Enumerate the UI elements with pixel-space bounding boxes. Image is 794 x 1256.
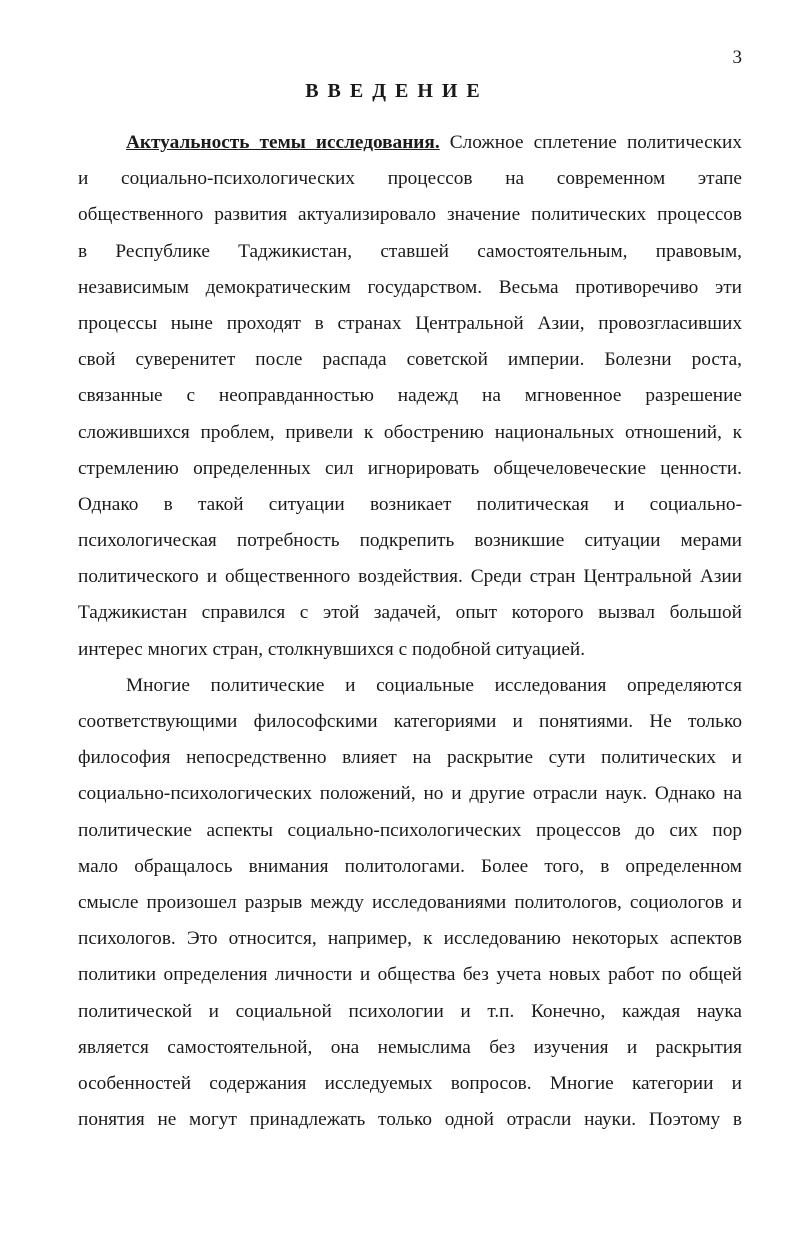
text-line: мало обращалось внимания политологами. Более того, в определенном xyxy=(78,855,742,877)
paragraph-1 xyxy=(78,125,742,668)
text-line: политические аспекты социально-психологических процессов до сих пор xyxy=(78,819,742,841)
text-line: политической и социальной психологии и т.п. Конечно, каждая наука xyxy=(78,1000,742,1022)
text-line: является самостоятельной, она немыслима без изучения и раскрытия xyxy=(78,1036,742,1058)
text-line: стремлению определенных сил игнорировать общечеловеческие ценности. xyxy=(78,457,742,479)
text-line: политики определения личности и общества без учета новых работ по общей xyxy=(78,964,742,986)
text-line: процессы ныне проходят в странах Центральной Азии, провозгласивших xyxy=(78,312,742,334)
text-line: и социально-психологических процессов на современном этапе xyxy=(78,168,742,190)
text-line: Актуальность темы исследования. Сложное сплетение политических xyxy=(126,132,742,153)
text-line: смысле произошел разрыв между исследованиями политологов, социологов и xyxy=(78,891,742,913)
text-line: психологов. Это относится, например, к исследованию некоторых аспектов xyxy=(78,928,742,950)
text-line: свой суверенитет после распада советской империи. Болезни роста, xyxy=(78,349,742,371)
text-line: политического и общественного воздействия. Среди стран Центральной Азии xyxy=(78,566,742,588)
text-line: сложившихся проблем, привели к обострению национальных отношений, к xyxy=(78,421,742,443)
text-line: Однако в такой ситуации возникает политическая и социально- xyxy=(78,493,742,515)
text-line: независимым демократическим государством. Весьма противоречиво эти xyxy=(78,276,742,298)
text-line: психологическая потребность подкрепить возникшие ситуации мерами xyxy=(78,530,742,552)
paragraph-2 xyxy=(78,668,742,1138)
text-line: в Республике Таджикистан, ставшей самостоятельным, правовым, xyxy=(78,240,742,262)
text-line: социально-психологических положений, но и другие отрасли наук. Однако на xyxy=(78,783,742,805)
page-number: 3 xyxy=(732,47,742,68)
paragraph-lead: Актуальность темы исследования. xyxy=(126,132,440,153)
text-line: особенностей содержания исследуемых вопросов. Многие категории и xyxy=(78,1072,742,1094)
text-line: общественного развития актуализировало значение политических процессов xyxy=(78,204,742,226)
body-text xyxy=(78,125,742,1138)
section-heading: ВВЕДЕНИЕ xyxy=(305,80,489,102)
text-line: понятия не могут принадлежать только одной отрасли науки. Поэтому в xyxy=(78,1109,742,1131)
text-line: философия непосредственно влияет на раскрытие сути политических и xyxy=(78,747,742,769)
text-line: Многие политические и социальные исследования определяются xyxy=(126,674,742,696)
text-line: соответствующими философскими категориями и понятиями. Не только xyxy=(78,711,742,732)
text-line: связанные с неоправданностью надежд на мгновенное разрешение xyxy=(78,385,742,407)
text-line: Таджикистан справился с этой задачей, опыт которого вызвал большой xyxy=(78,602,742,624)
text-line: интерес многих стран, столкнувшихся с подобной ситуацией. xyxy=(78,638,586,660)
